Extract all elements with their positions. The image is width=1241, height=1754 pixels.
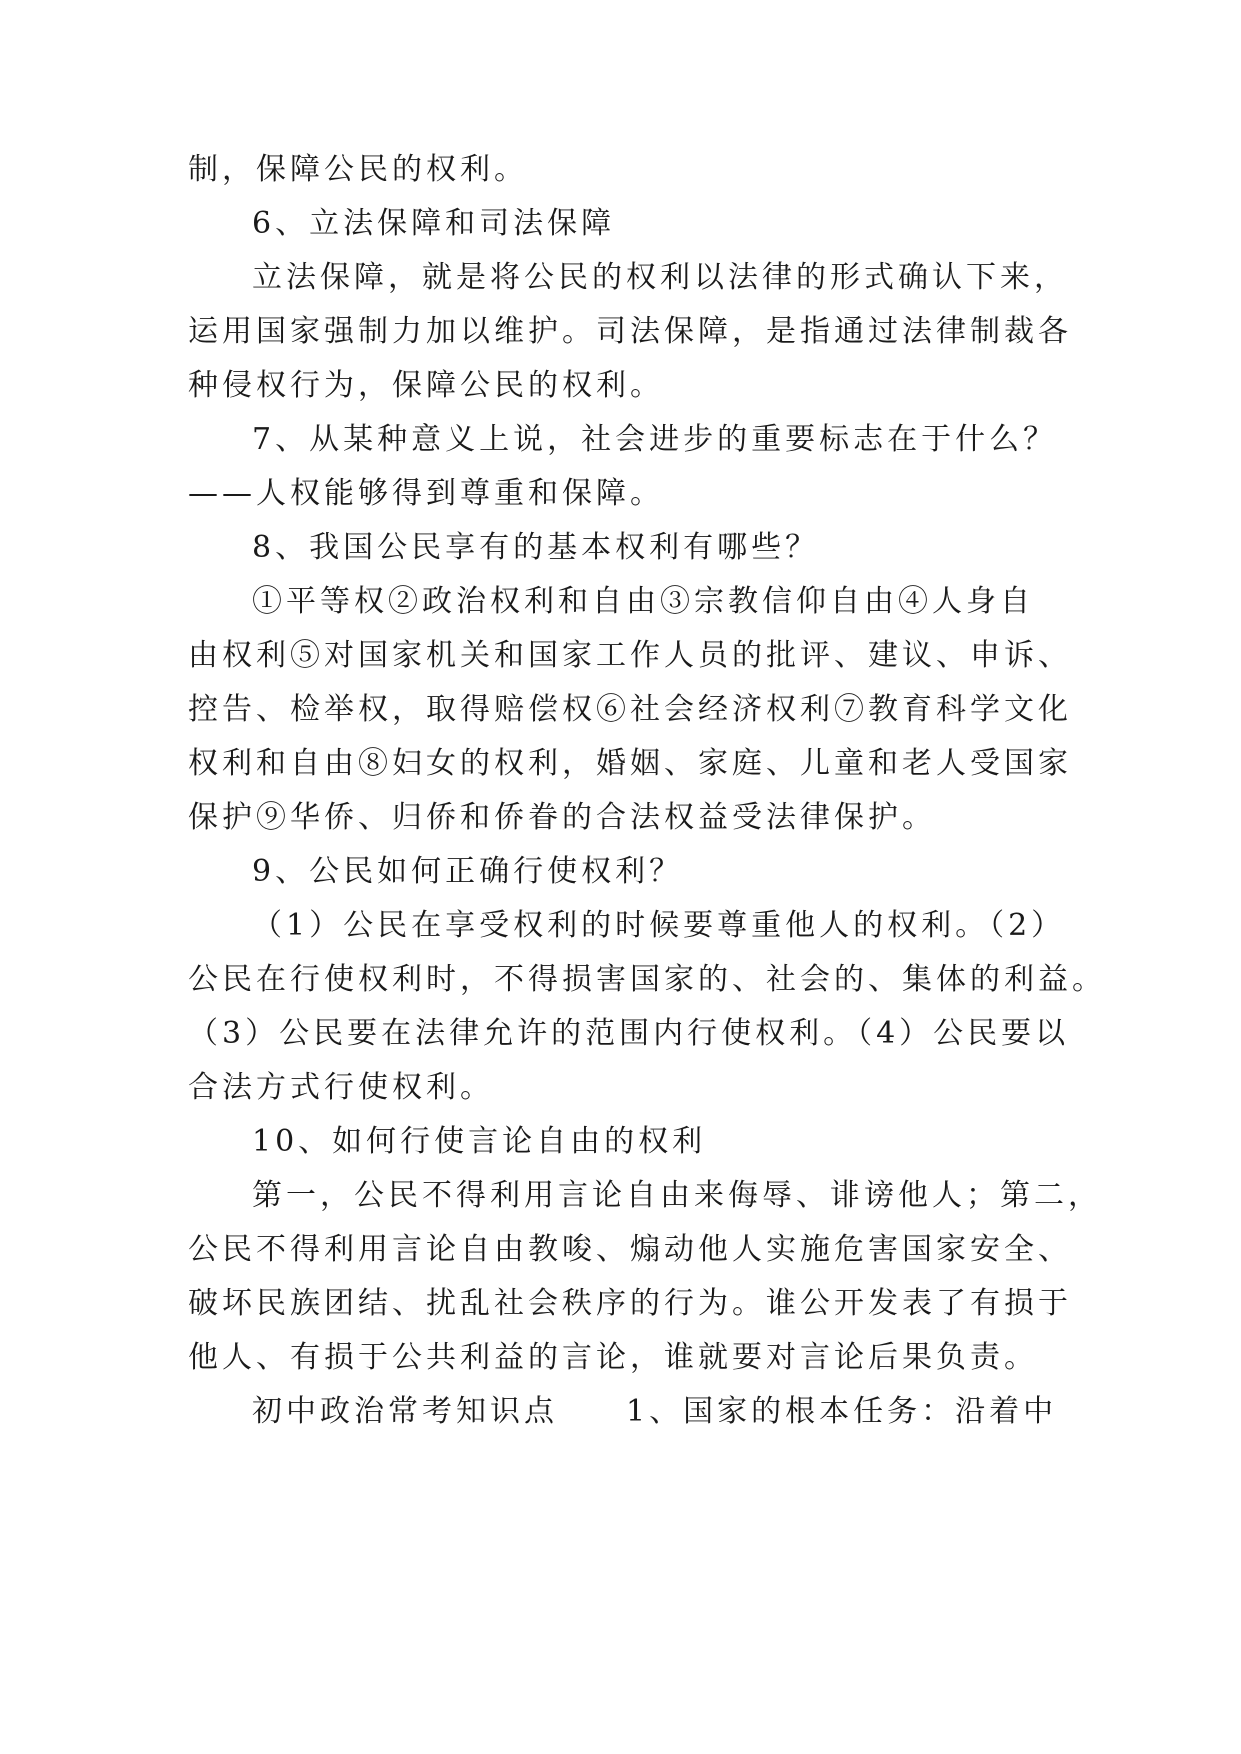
text-line: 种侵权行为，保障公民的权利。 [188,368,664,403]
text-line: 破坏民族团结、扰乱社会秩序的行为。谁公开发表了有损于 [188,1286,1072,1321]
text-line: 控告、检举权，取得赔偿权⑥社会经济权利⑦教育科学文化 [188,692,1072,727]
text-line: ①平等权②政治权利和自由③宗教信仰自由④人身自 [252,584,1034,619]
text-line: （3）公民要在法律允许的范围内行使权利。（4）公民要以 [188,1016,1070,1051]
text-line: 他人、有损于公共利益的言论，谁就要对言论后果负责。 [188,1340,1038,1375]
section-heading: 9、公民如何正确行使权利？ [252,854,684,889]
text-line: 权利和自由⑧妇女的权利，婚姻、家庭、儿童和老人受国家 [188,746,1072,781]
text-line: 保护⑨华侨、归侨和侨眷的合法权益受法律保护。 [188,800,936,835]
section-heading: 8、我国公民享有的基本权利有哪些？ [252,530,820,565]
text-line: 制，保障公民的权利。 [188,152,528,187]
section-heading: 7、从某种意义上说，社会进步的重要标志在于什么？ [252,422,1058,457]
section-heading: 6、立法保障和司法保障 [252,206,616,241]
text-line: 公民不得利用言论自由教唆、煽动他人实施危害国家安全、 [188,1232,1072,1267]
text-line: 合法方式行使权利。 [188,1070,494,1105]
text-line: ——人权能够得到尊重和保障。 [188,476,664,511]
text-line: （1）公民在享受权利的时候要尊重他人的权利。（2） [252,908,1066,943]
text-line: 运用国家强制力加以维护。司法保障，是指通过法律制裁各 [188,314,1072,349]
text-line: 初中政治常考知识点 1、国家的根本任务：沿着中 [252,1394,1058,1429]
text-line: 第一，公民不得利用言论自由来侮辱、诽谤他人；第二， [252,1178,1102,1213]
text-line: 由权利⑤对国家机关和国家工作人员的批评、建议、申诉、 [188,638,1072,673]
section-heading: 10、如何行使言论自由的权利 [252,1124,707,1159]
text-line: 立法保障，就是将公民的权利以法律的形式确认下来， [252,260,1068,295]
text-line: 公民在行使权利时，不得损害国家的、社会的、集体的利益。 [188,962,1106,997]
